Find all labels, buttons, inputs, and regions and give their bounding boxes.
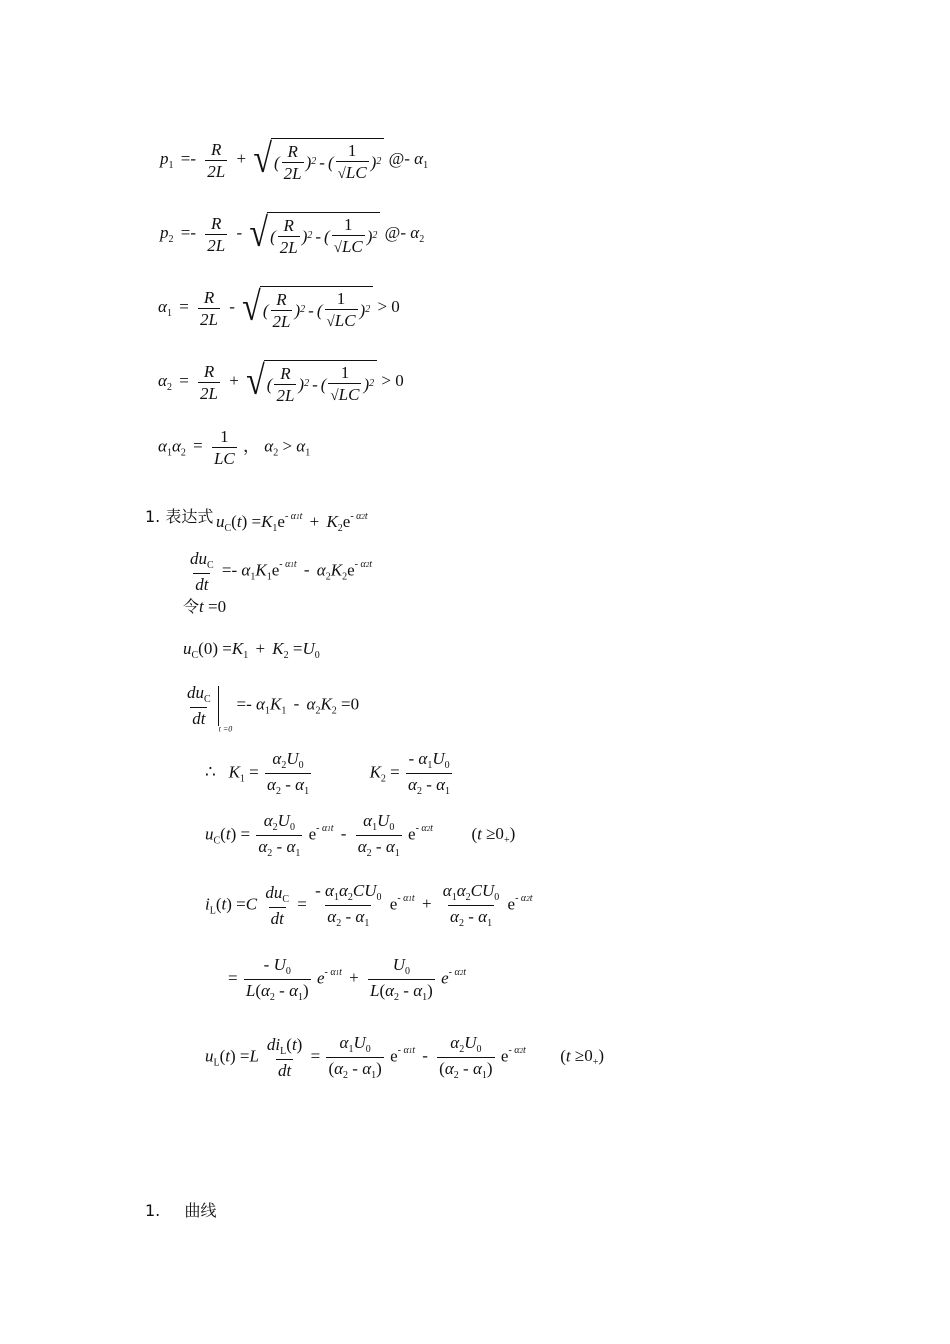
eq-k-values: ∴ $K_1$ = $\frac{\alpha_2U_0}{\alpha_2 - \alpha_1}$ $K_2$ = $\frac{- \alpha_1U_0}{\alpha_2 - \alpha_1}$ — [205, 749, 451, 797]
therefore-symbol: ∴ — [205, 762, 216, 782]
eq-p1: $p_1$ =- $\frac{R}{2L}$ + √ ( $\frac{R}{2L}$ ) 2 - ( $\frac{1}{√LC}$ ) 2 @- $\alpha_1$ — [160, 137, 429, 183]
section-title-curve: 曲线 — [184, 1201, 217, 1220]
eq-duc-dt: $\frac{du_C}{dt}$ =- $\alpha_1K_1e^{- \alpha 1t} - \alpha_2K_2e^{- \alpha 2t}$ — [190, 549, 372, 594]
eq-alpha-product: $\alpha_1\alpha_2$ = $\frac{1}{LC}$ ， $\alpha_2 > \alpha_1$ — [158, 427, 311, 468]
let-label: 令 — [183, 597, 200, 616]
section-heading-expression: 1. 表达式 — [145, 507, 214, 526]
eq-p2: $p_2$ =- $\frac{R}{2L}$ - √ ( $\frac{R}{2L}$ ) 2 - ( $\frac{1}{√LC}$ ) 2 @- $\alpha_2$ — [160, 211, 425, 257]
section-number: 1. — [145, 1201, 161, 1220]
eq-let-t0: 令t =0 — [183, 597, 227, 616]
eq-alpha2: $\alpha_2$ = $\frac{R}{2L}$ + √ ( $\frac{R}{2L}$ ) 2 - ( $\frac{1}{√LC}$ ) 2 > 0 — [158, 359, 404, 405]
section-heading-curve — [145, 1198, 216, 1221]
eq-duc-dt-at-zero: $\frac{du_C}{dt}$ $_{t =0} =- \alpha_1K_1 - \alpha_2K_2 =0$ — [187, 683, 360, 734]
eq-uc-initial: $u_C(0) =K_1 + K_2 =U_0$ — [183, 639, 320, 661]
eq-uc-general: $u_C(t) =K_1e^{- \alpha 1t} + K_2e^{- \alpha 2t}$ — [216, 511, 368, 534]
eq-ul-solution: $u_L(t) =L$ $\frac{di_L(t)}{dt}$ = $\frac{\alpha_1U_0}{(\alpha_2 - \alpha_1)}$ $e^{- \alpha 1t}$ - $\frac{\alpha_2U_0}{(\alpha_2 - \alpha_1)}$ $e^{- \alpha 2t}$ $(t \ge 0_+)$ — [205, 1033, 605, 1081]
eq-alpha1: $\alpha_1$ = $\frac{R}{2L}$ - √ ( $\frac{R}{2L}$ ) 2 - ( $\frac{1}{√LC}$ ) 2 > 0 — [158, 285, 400, 331]
eq-uc-solution: $u_C(t)$ = $\frac{\alpha_2U_0}{\alpha_2 - \alpha_1}$ $e^{- \alpha 1t}$ - $\frac{\alpha_1U_0}{\alpha_2 - \alpha_1}$ $e^{- \alpha 2t}$ $(t \ge 0_+)$ — [205, 811, 516, 859]
eq-il-simplified: = $\frac{- U_0}{L(\alpha_2 - \alpha_1)}$ $e^{- \alpha 1t}$ + $\frac{U_0}{L(\alpha_2 - \alpha_1)}$ $e^{- \alpha 2t}$ — [228, 955, 466, 1003]
eq-il-solution: $i_L(t) =C$ $\frac{du_C}{dt}$ = $\frac{- \alpha_1\alpha_2CU_0}{\alpha_2 - \alpha_1}$ $e^{- \alpha 1t}$ + $\frac{\alpha_1\alpha_2CU_0}{\alpha_2 - \alpha_1}$ $e^{- \alpha 2t}$ — [205, 881, 533, 929]
